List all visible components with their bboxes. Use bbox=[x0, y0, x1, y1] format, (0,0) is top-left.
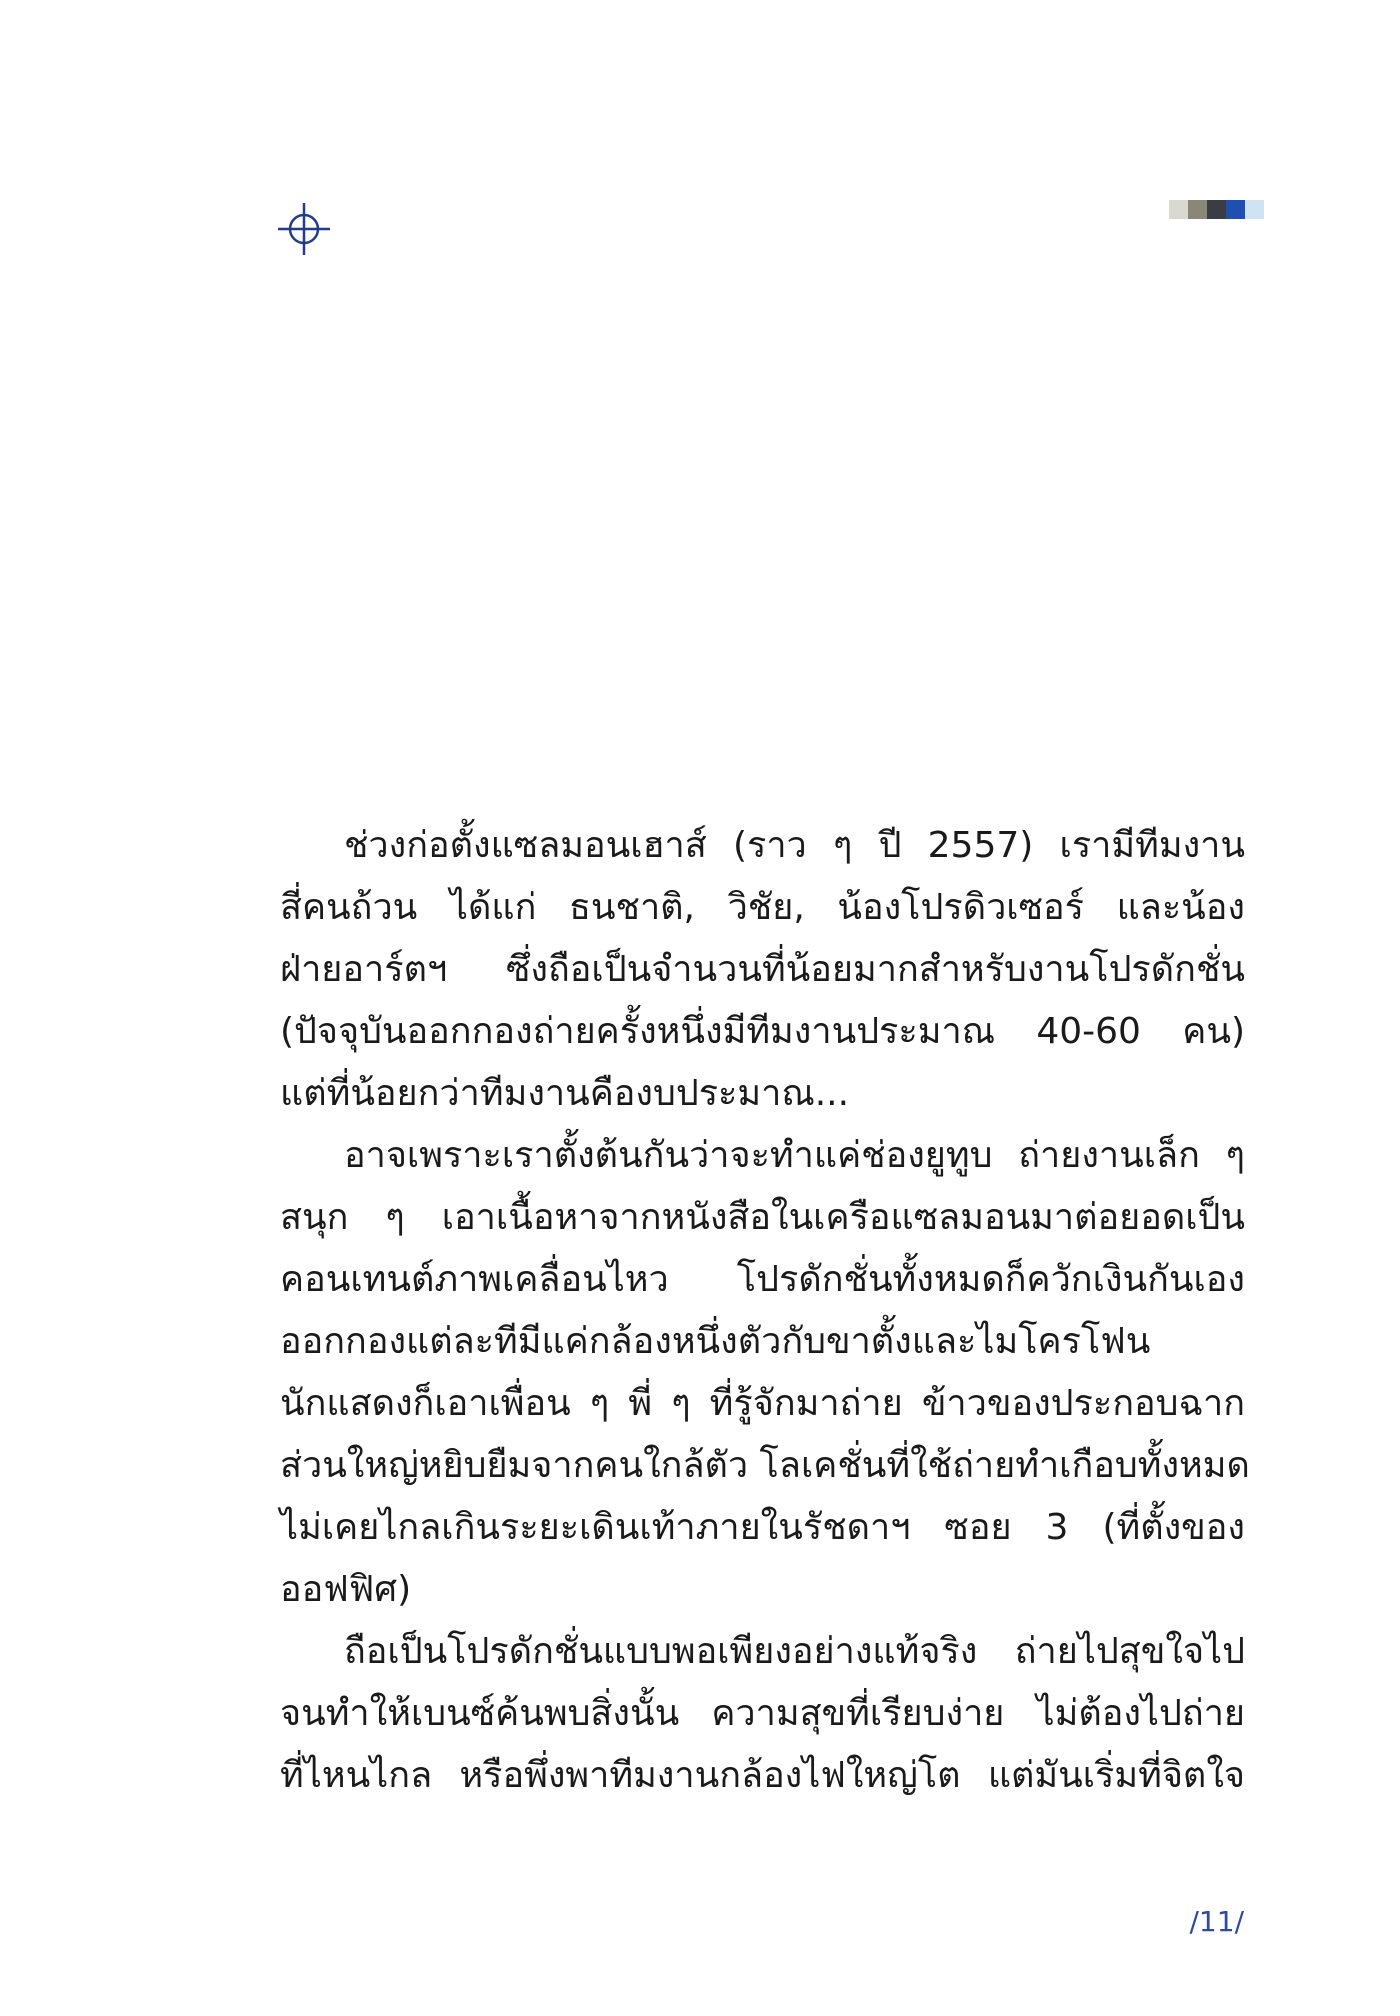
page-number: /11/ bbox=[1189, 1905, 1244, 1938]
text-line: สนุก ๆ เอาเนื้อหาจากหนังสือในเครือแซลมอนมาต่อยอดเป็น bbox=[280, 1197, 1245, 1238]
text-line: ที่ไหนไกล หรือพึ่งพาทีมงานกล้องไฟใหญ่โต แต่มันเริ่มที่จิตใจ bbox=[280, 1755, 1245, 1796]
text-line: สี่คนถ้วน ได้แก่ ธนชาติ, วิชัย, น้องโปรดิวเซอร์ และน้อง bbox=[280, 887, 1245, 928]
text-line: ไม่เคยไกลเกินระยะเดินเท้าภายในรัชดาฯ ซอย 3 (ที่ตั้งของ bbox=[280, 1507, 1245, 1548]
text-line: ส่วนใหญ่หยิบยืมจากคนใกล้ตัว โลเคชั่นที่ใช้ถ่ายทำเกือบทั้งหมด bbox=[280, 1445, 1250, 1486]
text-line: แต่ที่น้อยกว่าทีมงานคืองบประมาณ... bbox=[280, 1073, 850, 1114]
crosshair-registration-icon bbox=[276, 201, 332, 257]
text-line: ฝ่ายอาร์ตฯ ซึ่งถือเป็นจำนวนที่น้อยมากสำหรับงานโปรดักชั่น bbox=[280, 949, 1245, 990]
text-line: คอนเทนต์ภาพเคลื่อนไหว โปรดักชั่นทั้งหมดก็ควักเงินกันเอง bbox=[280, 1259, 1245, 1300]
text-line: จนทำให้เบนซ์ค้นพบสิ่งนั้น ความสุขที่เรียบง่าย ไม่ต้องไปถ่าย bbox=[280, 1693, 1245, 1734]
color-swatch bbox=[1226, 200, 1245, 219]
color-swatch bbox=[1207, 200, 1226, 219]
text-line: นักแสดงก็เอาเพื่อน ๆ พี่ ๆ ที่รู้จักมาถ่าย ข้าวของประกอบฉาก bbox=[280, 1383, 1245, 1424]
color-swatch bbox=[1188, 200, 1207, 219]
print-color-bar bbox=[1169, 200, 1264, 219]
color-swatch bbox=[1245, 200, 1264, 219]
text-line: ถือเป็นโปรดักชั่นแบบพอเพียงอย่างแท้จริง ถ่ายไปสุขใจไป bbox=[344, 1631, 1245, 1672]
text-line: ช่วงก่อตั้งแซลมอนเฮาส์ (ราว ๆ ปี 2557) เรามีทีมงาน bbox=[344, 825, 1245, 866]
text-line: ออกกองแต่ละทีมีแค่กล้องหนึ่งตัวกับขาตั้งและไมโครโฟน bbox=[280, 1321, 1151, 1362]
color-swatch bbox=[1169, 200, 1188, 219]
text-line: อาจเพราะเราตั้งต้นกันว่าจะทำแค่ช่องยูทูบ ถ่ายงานเล็ก ๆ bbox=[344, 1135, 1245, 1176]
text-line: ออฟฟิศ) bbox=[280, 1569, 412, 1610]
body-text bbox=[280, 815, 1250, 1807]
text-line: (ปัจจุบันออกกองถ่ายครั้งหนึ่งมีทีมงานประมาณ 40-60 คน) bbox=[280, 1011, 1245, 1052]
